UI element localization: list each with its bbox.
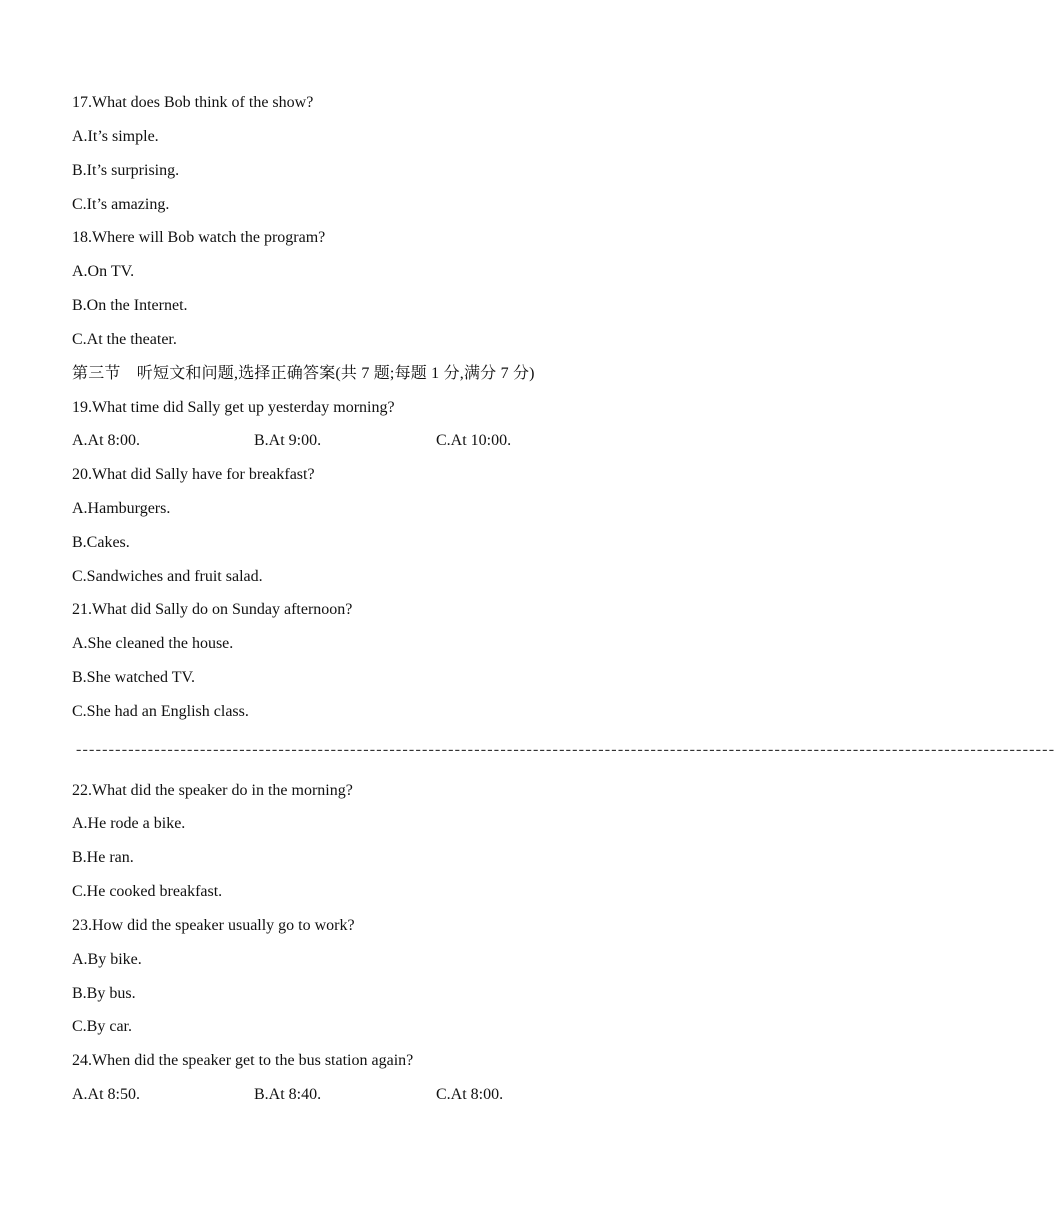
question-18-option-c: C.At the theater.	[72, 331, 177, 348]
question-20-option-b: B.Cakes.	[72, 534, 130, 551]
question-22-option-a: A.He rode a bike.	[72, 815, 186, 832]
question-19-option-a: A.At 8:00.	[72, 432, 140, 449]
question-19-option-b: B.At 9:00.	[254, 432, 322, 449]
question-18-option-a: A.On TV.	[72, 263, 135, 280]
question-24-option-c: C.At 8:00.	[436, 1086, 504, 1103]
question-19-option-c: C.At 10:00.	[436, 432, 512, 449]
question-17-option-b: B.It’s surprising.	[72, 162, 180, 179]
question-23-option-b: B.By bus.	[72, 985, 136, 1002]
question-18: 18.Where will Bob watch the program?	[72, 229, 326, 246]
question-22: 22.What did the speaker do in the morning?	[72, 782, 353, 799]
section-3-heading: 第三节 听短文和问题,选择正确答案(共 7 题;每题 1 分,满分 7 分)	[72, 365, 535, 382]
question-20: 20.What did Sally have for breakfast?	[72, 466, 315, 483]
question-17-option-c: C.It’s amazing.	[72, 196, 170, 213]
question-21-option-b: B.She watched TV.	[72, 669, 195, 686]
question-22-option-c: C.He cooked breakfast.	[72, 883, 223, 900]
question-17-option-a: A.It’s simple.	[72, 128, 159, 145]
question-24-option-b: B.At 8:40.	[254, 1086, 322, 1103]
question-23-option-a: A.By bike.	[72, 951, 142, 968]
question-21-option-a: A.She cleaned the house.	[72, 635, 234, 652]
question-21-option-c: C.She had an English class.	[72, 703, 249, 720]
question-17: 17.What does Bob think of the show?	[72, 94, 314, 111]
question-21: 21.What did Sally do on Sunday afternoon?	[72, 601, 353, 618]
question-20-option-a: A.Hamburgers.	[72, 500, 171, 517]
question-23-option-c: C.By car.	[72, 1018, 132, 1035]
question-20-option-c: C.Sandwiches and fruit salad.	[72, 568, 263, 585]
question-23: 23.How did the speaker usually go to work?	[72, 917, 355, 934]
question-22-option-b: B.He ran.	[72, 849, 134, 866]
page-break-divider: ------------------------------------------------------------------------------------------------------------------------------------------------------	[76, 741, 1055, 758]
question-24: 24.When did the speaker get to the bus station again?	[72, 1052, 414, 1069]
question-19: 19.What time did Sally get up yesterday morning?	[72, 399, 395, 416]
question-24-option-a: A.At 8:50.	[72, 1086, 140, 1103]
question-18-option-b: B.On the Internet.	[72, 297, 188, 314]
